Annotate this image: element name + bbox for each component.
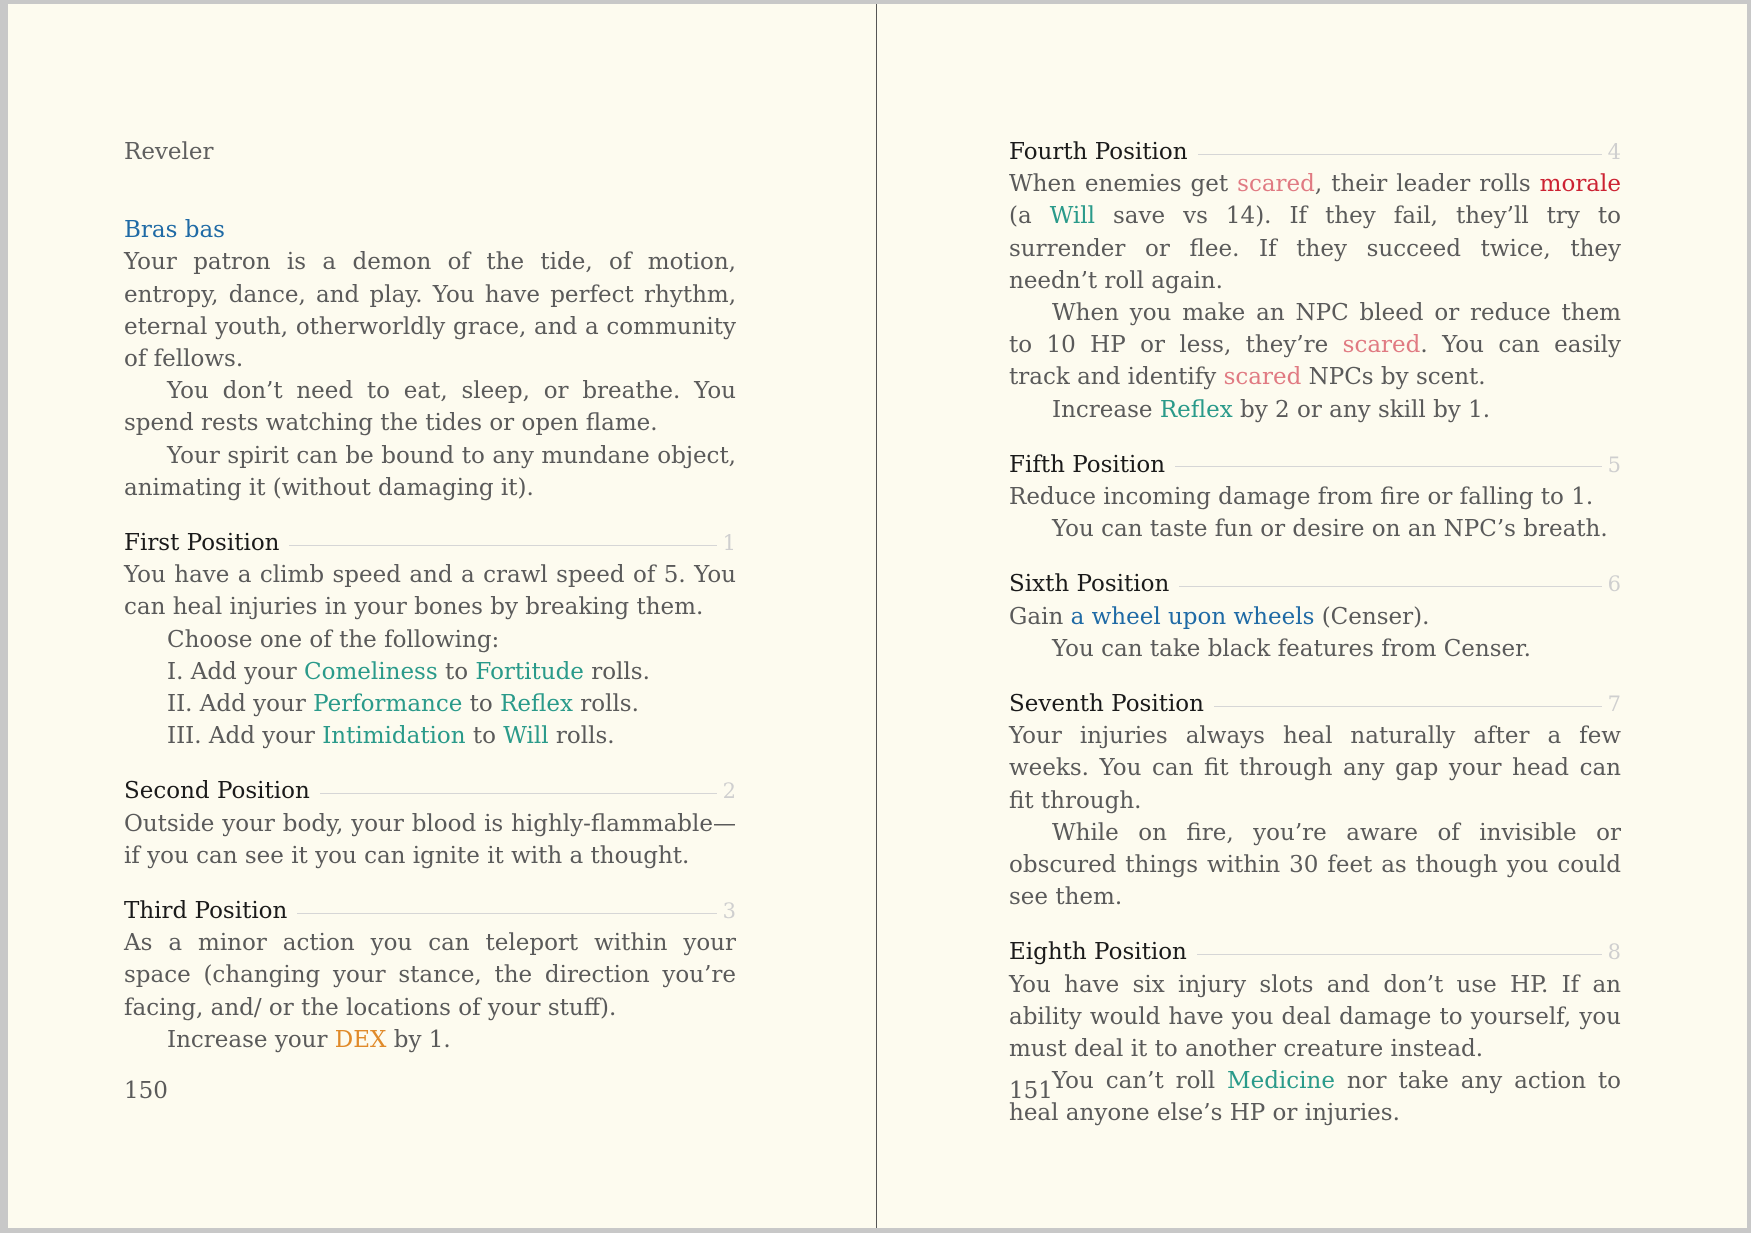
running-head: Reveler bbox=[124, 139, 214, 165]
section-third-position bbox=[124, 895, 736, 1056]
section-title: Seventh Position bbox=[1009, 691, 1204, 718]
section-heading bbox=[124, 775, 736, 807]
section-paragraph: You have a climb speed and a crawl speed of 5. You can heal injuries in your bones by breaking them. bbox=[124, 562, 736, 621]
section-number: 8 bbox=[1607, 940, 1621, 965]
inline-text: When you make an NPC bleed or reduce them to 10 HP or less, they’re bbox=[1009, 300, 1621, 359]
section-number: 5 bbox=[1607, 452, 1621, 477]
section-paragraph bbox=[1009, 1065, 1621, 1129]
choice-item bbox=[124, 720, 736, 752]
section-heading bbox=[1009, 688, 1621, 720]
section-heading bbox=[1009, 936, 1621, 968]
inline-text: Gain bbox=[1009, 603, 1071, 630]
section-paragraph: Choose one of the following: bbox=[167, 626, 500, 653]
section-paragraph: You can take black features from Censer. bbox=[1052, 635, 1531, 662]
section-number: 1 bbox=[722, 531, 736, 556]
page-number: 150 bbox=[124, 1078, 168, 1104]
choice-text: to bbox=[465, 723, 504, 750]
right-page bbox=[877, 4, 1747, 1228]
inline-text: Increase bbox=[1052, 396, 1160, 423]
inline-text: by 1. bbox=[386, 1026, 451, 1053]
choice-item bbox=[124, 656, 736, 688]
choice-text: II. Add your bbox=[167, 691, 314, 718]
term-link[interactable]: Will bbox=[503, 723, 549, 750]
section-title: Sixth Position bbox=[1009, 571, 1170, 598]
feature-link[interactable]: a wheel upon wheels bbox=[1070, 603, 1315, 630]
inline-text: save vs 14). If they fail, they’ll try to surrender or flee. If they succeed twice, they needn’t roll again. bbox=[1009, 203, 1621, 294]
section-seventh-position bbox=[1009, 688, 1621, 913]
section-paragraph bbox=[1009, 168, 1621, 297]
section-heading bbox=[1009, 449, 1621, 481]
condition-link[interactable]: scared bbox=[1237, 171, 1315, 198]
section-paragraph: As a minor action you can teleport within your space (changing your stance, the direction you’re facing, and/ or the locations of your stuff). bbox=[124, 930, 736, 1021]
section-paragraph: You can taste fun or desire on an NPC’s breath. bbox=[1052, 516, 1608, 543]
term-link[interactable]: Comeliness bbox=[304, 658, 438, 685]
term-link[interactable]: Intimidation bbox=[322, 723, 466, 750]
inline-text: nor take any action to heal anyone else’s HP or injuries. bbox=[1009, 1068, 1621, 1127]
section-number: 4 bbox=[1607, 140, 1621, 164]
heading-rule bbox=[1197, 954, 1602, 955]
heading-rule bbox=[1214, 706, 1602, 707]
inline-text: by 2 or any skill by 1. bbox=[1232, 396, 1491, 423]
section-second-position bbox=[124, 775, 736, 872]
term-link[interactable]: Performance bbox=[313, 691, 463, 718]
book-spread bbox=[8, 4, 1747, 1228]
section-fourth-position bbox=[1009, 136, 1621, 426]
section-heading bbox=[124, 527, 736, 559]
condition-link[interactable]: scared bbox=[1342, 332, 1421, 359]
condition-link[interactable]: scared bbox=[1223, 364, 1302, 391]
choice-item bbox=[124, 688, 736, 720]
section-paragraph: Outside your body, your blood is highly-flammable—if you can see it you can ignite it with a thought. bbox=[124, 810, 736, 869]
chapter-title[interactable]: Bras bas bbox=[124, 217, 225, 244]
term-link[interactable]: Fortitude bbox=[475, 658, 584, 685]
section-title: Eighth Position bbox=[1009, 939, 1187, 966]
choice-text: rolls. bbox=[572, 691, 639, 718]
section-title: Third Position bbox=[124, 898, 288, 925]
section-title: Fourth Position bbox=[1009, 139, 1188, 165]
section-sixth-position bbox=[1009, 568, 1621, 665]
section-paragraph: You have six injury slots and don’t use HP. If an ability would have you deal damage to yourself, you must deal it to another creature instead. bbox=[1009, 971, 1621, 1063]
inline-text: Increase your bbox=[167, 1026, 335, 1053]
heading-rule bbox=[1175, 466, 1602, 467]
term-link[interactable]: Reflex bbox=[500, 691, 573, 718]
section-title: First Position bbox=[124, 530, 280, 557]
section-fifth-position bbox=[1009, 449, 1621, 546]
choice-text: to bbox=[437, 658, 476, 685]
inline-text: NPCs by scent. bbox=[1301, 364, 1486, 391]
section-paragraph bbox=[1009, 394, 1621, 426]
section-title: Second Position bbox=[124, 778, 310, 805]
section-number: 7 bbox=[1607, 692, 1621, 717]
section-number: 3 bbox=[722, 899, 736, 924]
inline-text: You can’t roll bbox=[1052, 1068, 1228, 1095]
section-paragraph bbox=[1009, 297, 1621, 394]
inline-text: When enemies get bbox=[1009, 171, 1238, 198]
term-link[interactable]: Medicine bbox=[1227, 1068, 1335, 1095]
choice-text: rolls. bbox=[583, 658, 650, 685]
choice-text: III. Add your bbox=[167, 723, 323, 750]
heading-rule bbox=[1198, 154, 1602, 155]
section-heading bbox=[1009, 136, 1621, 168]
intro-paragraph: Your patron is a demon of the tide, of motion, entropy, dance, and play. You have perfect rhythm, eternal youth, otherworldly grace, and a community of fellows. bbox=[124, 249, 736, 373]
choice-text: rolls. bbox=[548, 723, 615, 750]
section-number: 6 bbox=[1607, 572, 1621, 597]
intro-paragraph: You don’t need to eat, sleep, or breathe. You spend rests watching the tides or open flame. bbox=[124, 378, 736, 437]
inline-text: (a bbox=[1009, 203, 1050, 230]
section-heading bbox=[1009, 568, 1621, 600]
section-paragraph: Reduce incoming damage from fire or falling to 1. bbox=[1009, 484, 1594, 511]
inline-text: , their leader rolls bbox=[1314, 171, 1540, 198]
mechanic-link[interactable]: morale bbox=[1539, 171, 1621, 198]
section-paragraph: While on fire, you’re aware of invisible or obscured things within 30 feet as though you could see them. bbox=[1009, 819, 1621, 911]
term-link[interactable]: Will bbox=[1049, 203, 1095, 230]
section-paragraph bbox=[124, 1024, 736, 1056]
section-paragraph bbox=[1009, 601, 1621, 633]
page-number: 151 bbox=[1009, 1078, 1053, 1104]
inline-text: . You can easily track and identify bbox=[1009, 332, 1622, 391]
section-paragraph: Your injuries always heal naturally after a few weeks. You can fit through any gap your head can fit through. bbox=[1009, 723, 1621, 814]
intro-paragraph: Your spirit can be bound to any mundane object, animating it (without damaging it). bbox=[124, 442, 736, 501]
heading-rule bbox=[320, 793, 717, 794]
section-first-position bbox=[124, 527, 736, 752]
heading-rule bbox=[289, 545, 716, 546]
section-heading bbox=[124, 895, 736, 927]
section-eighth-position bbox=[1009, 936, 1621, 1129]
choice-text: to bbox=[462, 691, 501, 718]
section-title: Fifth Position bbox=[1009, 451, 1166, 478]
section-number: 2 bbox=[722, 779, 736, 804]
heading-rule bbox=[1179, 586, 1601, 587]
right-page-content bbox=[1009, 136, 1621, 1130]
choice-text: I. Add your bbox=[167, 658, 305, 685]
inline-text: (Censer). bbox=[1314, 603, 1430, 630]
term-link[interactable]: Reflex bbox=[1159, 396, 1233, 423]
heading-rule bbox=[297, 913, 716, 914]
stat-link[interactable]: DEX bbox=[334, 1026, 387, 1053]
left-page bbox=[8, 4, 877, 1228]
left-page-content bbox=[124, 136, 736, 1056]
